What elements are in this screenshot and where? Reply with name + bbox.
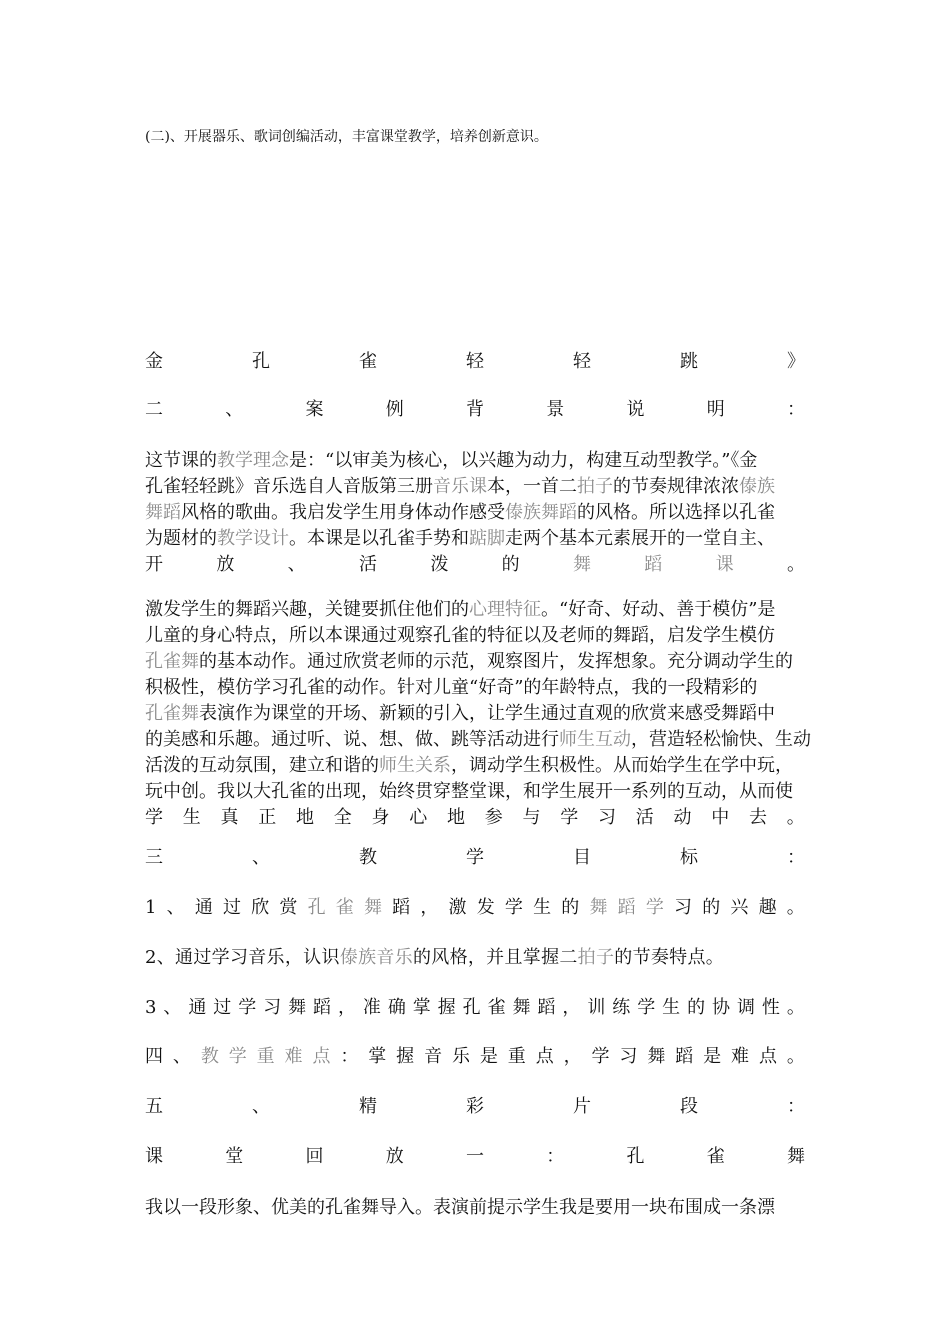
paragraph-line [145,448,805,474]
text-char: 正 [258,807,277,828]
text-char: 重 [507,1046,526,1067]
term-link: 师生互动 [559,729,631,750]
text-run: 本，一首二 [487,476,577,497]
text-char: 孔 [462,997,481,1018]
text-char: 练 [612,997,631,1018]
text-char: 学 [238,997,257,1018]
text-char: 片 [573,1096,591,1117]
text-char: ， [420,897,439,918]
text-run: 的风格，并且掌握二 [412,947,578,968]
text-char: 通 [188,997,207,1018]
text-char: 学 [560,807,579,828]
term-link: 师生关系 [379,755,451,776]
section-heading-key-points [145,1045,805,1069]
text-char: 音 [424,1046,443,1067]
text-char: 舞 [589,897,608,918]
text-char: 课 [715,554,734,575]
text-char: 。 [786,1046,805,1067]
text-run: 的节奏规律浓浓 [613,476,739,497]
text-char: 、 [252,1096,270,1117]
text-char: 景 [546,399,565,420]
text-char: 趣 [758,897,777,918]
text-char: 协 [712,997,731,1018]
text-char: 的 [501,554,520,575]
text-char: 放 [385,1146,404,1167]
text-run: 表演作为课堂的开场、新颖的引入，让学生通过直观的欣赏来感受舞蹈中 [199,703,775,724]
text-char: 握 [437,997,456,1018]
text-char: 的 [702,897,721,918]
text-char: 回 [305,1146,324,1167]
background-paragraph [145,448,805,578]
text-char: 孔 [307,897,326,918]
term-link: 孔雀舞 [145,703,199,724]
text-run: 这节课的 [145,450,217,471]
section-heading-highlights [145,1095,805,1119]
text-char: ： [787,399,805,420]
text-run: 活泼的互动氛围，建立和谐的 [145,755,379,776]
paragraph-line [145,500,805,526]
text-char: 、 [252,847,270,868]
title-line [145,350,805,374]
text-char: 习 [619,1046,638,1067]
text-char: 学 [466,847,484,868]
term-link: 傣族舞蹈 [505,502,577,523]
text-char: 、 [166,897,185,918]
text-char: 课 [145,1146,163,1167]
text-char: 兴 [730,897,749,918]
text-char: 点 [758,1046,777,1067]
text-char: 蹈 [617,897,636,918]
text-char: 参 [484,807,503,828]
text-char: 确 [387,997,406,1018]
text-char: 掌 [412,997,431,1018]
text-char: 心 [409,807,428,828]
term-link: 舞蹈 [145,502,181,523]
text-char: 目 [573,847,591,868]
text-char: 与 [522,807,541,828]
text-char: 通 [194,897,213,918]
text-char: 、 [287,554,306,575]
text-char: 调 [736,997,755,1018]
section-heading-background [145,398,805,422]
paragraph-line [145,701,805,727]
text-char: 生 [662,997,681,1018]
text-char: 学 [591,1046,610,1067]
text-run: 积极性，模仿学习孔雀的动作。针对儿童“好奇”的年龄特点，我的一段精彩的 [145,677,758,698]
text-char: 放 [216,554,235,575]
text-char: 学 [228,1046,247,1067]
text-char: 重 [256,1046,275,1067]
text-char: 孔 [626,1146,645,1167]
goal-item-1 [145,896,805,920]
text-char: 跳 [680,351,698,372]
text-char: 金 [145,351,163,372]
text-char: 雀 [487,997,506,1018]
text-char: 全 [333,807,352,828]
text-run: 是：“以审美为核心，以兴趣为动力，构建互动型教学。”《金 [289,450,758,471]
text-char: 学 [637,997,656,1018]
text-char: 学 [145,807,163,828]
text-char: 学 [645,897,664,918]
text-char: ： [340,1046,359,1067]
text-char: 说 [626,399,645,420]
text-char: 段 [680,1096,698,1117]
text-run: 的节奏特点。 [614,947,725,968]
text-char: ： [546,1146,565,1167]
text-char: ： [787,1096,805,1117]
text-char: 、 [172,1046,191,1067]
text-char: 孔 [252,351,270,372]
text-run: ，调动学生积极性。从而始学生在学中玩， [451,755,793,776]
replay-heading [145,1145,805,1169]
text-char: 、 [163,997,182,1018]
text-char: 难 [731,1046,750,1067]
text-char: 欣 [251,897,270,918]
text-run: 为题材的 [145,528,217,549]
intro-heading: (二)、开展器乐、歌词创编活动，丰富课堂教学，培养创新意识。 [145,129,548,145]
replay-paragraph [145,1195,805,1221]
goal-item-3 [145,996,805,1020]
text-char: 轻 [466,351,484,372]
text-char: 二 [145,399,163,420]
text-char: 教 [359,847,377,868]
text-run: 风格的歌曲。我启发学生用身体动作感受 [181,502,505,523]
text-run: 玩中创。我以大孔雀的出现，始终贯穿整堂课，和学生展开一系列的互动，从而使 [145,781,793,802]
text-char: 中 [711,807,730,828]
text-char: 泼 [430,554,449,575]
text-char: 四 [145,1046,163,1067]
text-char: 舞 [572,554,591,575]
text-char: 掌 [368,1046,387,1067]
text-char: 训 [587,997,606,1018]
text-char: 舞 [288,997,307,1018]
text-char: 一 [466,1146,484,1167]
text-char: 明 [706,399,725,420]
text-char: 轻 [573,351,591,372]
term-link: 傣族音乐 [339,947,413,968]
text-char: ， [562,997,581,1018]
term-link: 踮脚 [469,528,505,549]
term-link: 心理特征 [469,599,541,620]
text-run: 孔雀轻轻跳》音乐选自人音版第三册 [145,476,433,497]
text-char: 习 [674,897,693,918]
text-char: 难 [284,1046,303,1067]
text-char: ， [337,997,356,1018]
text-char: 过 [223,897,242,918]
text-char: 是 [479,1046,498,1067]
paragraph-line [145,597,805,623]
paragraph-line [145,649,805,675]
text-char: 习 [263,997,282,1018]
text-run: 激发学生的舞蹈兴趣，关键要抓住他们的 [145,599,469,620]
text-char: 准 [362,997,381,1018]
text-char: 过 [213,997,232,1018]
text-char: 蹈 [644,554,663,575]
paragraph-line [145,623,805,649]
text-run: 走两个基本元素展开的一堂自主、 [505,528,775,549]
paragraph-line [145,779,805,805]
section-heading-goals [145,846,805,870]
text-char: 活 [358,554,377,575]
text-char: 三 [145,847,163,868]
text-char: 生 [182,807,201,828]
text-run: 2、通过学习音乐，认识 [145,947,340,968]
text-char: 地 [447,807,465,828]
text-char: 。 [786,997,805,1018]
paragraph-line [145,753,805,779]
text-char: 点 [312,1046,331,1067]
text-char: ， [563,1046,582,1067]
term-link: 教学理念 [217,450,289,471]
text-run: 的风格。所以选择以孔雀 [577,502,775,523]
text-char: 舞 [647,1046,666,1067]
text-run: ，营造轻松愉快、生动 [631,729,811,750]
text-char: 舞 [787,1146,805,1167]
text-char: 标 [680,847,698,868]
text-char: 。 [786,897,805,918]
text-char: 蹈 [313,997,332,1018]
text-char: 舞 [363,897,382,918]
text-char: 。 [786,807,805,828]
text-run: 儿童的身心特点，所以本课通过观察孔雀的特征以及老师的舞蹈，启发学生模仿 [145,625,775,646]
text-char: 》 [787,351,805,372]
term-link: 音乐课 [433,476,487,497]
text-char: 动 [673,807,692,828]
text-char: 背 [466,399,484,420]
text-char: 蹈 [537,997,556,1018]
term-link: 孔雀舞 [145,651,199,672]
text-char: 蹈 [392,897,411,918]
term-link: 教学设计 [217,528,289,549]
text-char: 精 [359,1096,377,1117]
term-link: 傣族 [739,476,775,497]
text-char: 3 [145,997,157,1018]
text-char: 赏 [279,897,298,918]
text-char: 。 [786,554,805,575]
goal-item-2 [145,946,805,970]
text-char: 雀 [706,1146,725,1167]
text-char: 发 [476,897,495,918]
interest-paragraph [145,597,811,831]
text-char: 舞 [512,997,531,1018]
text-char: 、 [225,399,244,420]
text-char: 的 [687,997,706,1018]
text-char: 地 [296,807,314,828]
text-char: 的 [561,897,580,918]
paragraph-line-justified [145,552,805,578]
paragraph-line [145,675,805,701]
text-char: 堂 [225,1146,244,1167]
text-char: 雀 [359,351,377,372]
text-char: 激 [448,897,467,918]
text-char: 开 [145,554,163,575]
text-run: 的基本动作。通过欣赏老师的示范，观察图片，发挥想象。充分调动学生的 [199,651,793,672]
text-char: 蹈 [675,1046,694,1067]
text-char: 1 [145,897,157,918]
text-char: 习 [598,807,616,828]
text-char: 例 [385,399,404,420]
text-char: 教 [200,1046,219,1067]
text-char: 雀 [335,897,354,918]
text-char: 握 [396,1046,415,1067]
text-char: 乐 [451,1046,470,1067]
text-char: 身 [371,807,390,828]
paragraph-line [145,526,805,552]
text-char: 性 [761,997,780,1018]
paragraph-line: 我以一段形象、优美的孔雀舞导入。表演前提示学生我是要用一块布围成一条漂 [145,1197,775,1218]
text-char: 真 [220,807,239,828]
text-char: 生 [533,897,552,918]
text-run: 的美感和乐趣。通过听、说、想、做、跳等活动进行 [145,729,559,750]
text-char: 是 [703,1046,722,1067]
term-link: 拍子 [577,476,613,497]
term-link: 拍子 [577,947,615,968]
text-char: 去 [749,807,767,828]
text-char: 五 [145,1096,163,1117]
text-char: 学 [504,897,523,918]
text-char: ： [787,847,805,868]
paragraph-line [145,474,805,500]
text-run: 。本课是以孔雀手势和 [289,528,469,549]
text-char: 点 [535,1046,554,1067]
paragraph-line-justified [145,805,805,831]
paragraph-line [145,727,811,753]
text-char: 彩 [466,1096,484,1117]
text-run: 。“好奇、好动、善于模仿”是 [541,599,776,620]
text-char: 活 [635,807,654,828]
text-char: 案 [305,399,324,420]
